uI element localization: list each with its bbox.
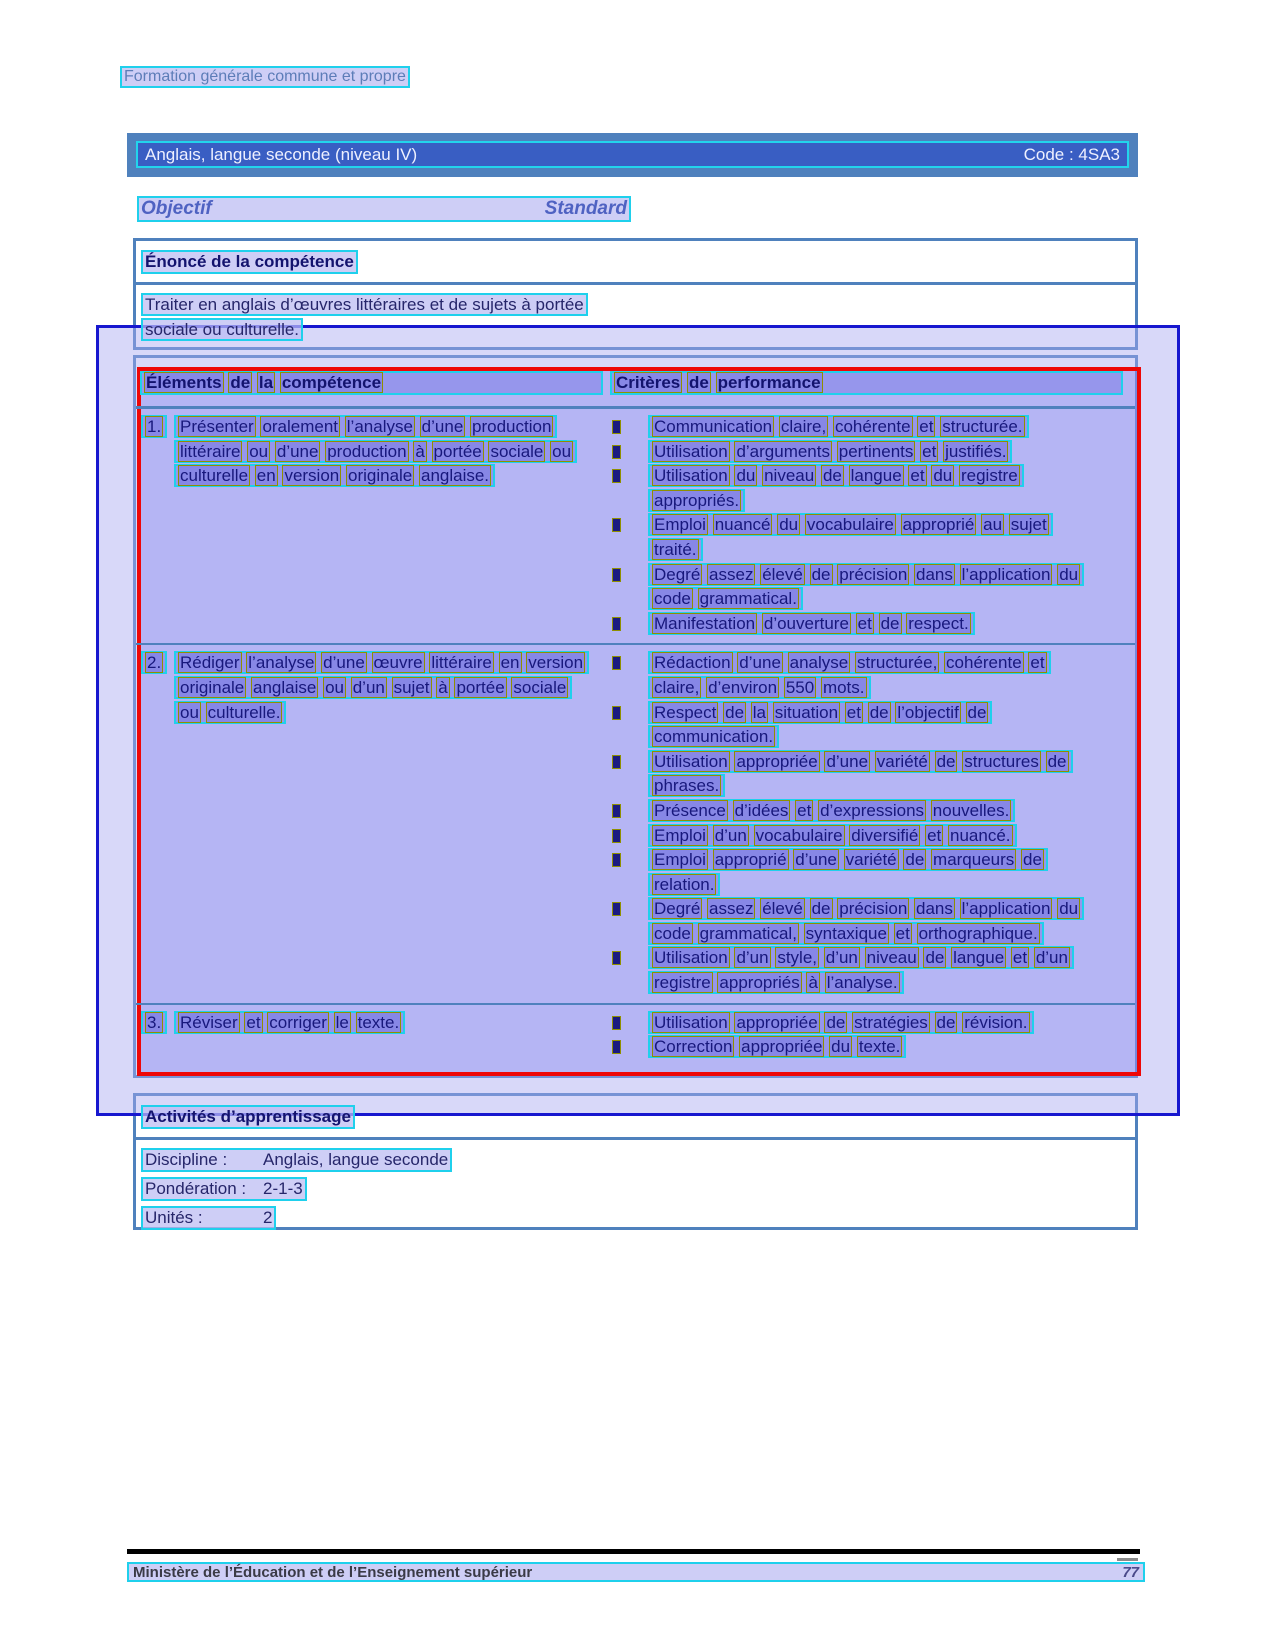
word-box: justifiés. [945,441,1007,461]
word-box: grammatical, [699,923,797,943]
field-label: Pondération : [145,1179,247,1198]
criteria-text [648,563,1090,612]
word-box: sujet [393,677,430,697]
word-box: ou [180,702,199,722]
criteria-text [648,612,1090,637]
word-box: culturelle [180,466,249,486]
word-box: grammatical. [699,589,797,609]
word-box: Utilisation [654,466,728,486]
word-box: élevé [762,899,803,919]
criteria-text [648,799,1090,824]
word-box: Emploi [654,850,706,870]
element-cell [136,1011,606,1060]
bullet-icon [612,946,648,970]
word-box: de [822,466,842,486]
element-text [174,415,586,489]
word-box: situation [774,702,839,722]
word-box: de [826,1012,846,1032]
word-box: l’analyse. [826,973,898,993]
enonce-body [136,285,1135,349]
word-box: à [808,973,818,993]
word-box: dans [916,564,953,584]
word-box: appropriés [719,973,800,993]
word-box: approprié [714,850,787,870]
word-box: l’application [961,899,1051,919]
bullet-icon [612,897,648,921]
word-box: diversifié [851,825,919,845]
bullet-icon [612,612,648,636]
criteria-item [606,799,1135,824]
word-box: marqueurs [933,850,1015,870]
word-box: claire, [780,417,827,436]
word-box: d’un [714,825,747,845]
word-box: Éléments [146,373,222,392]
criteria-text [648,651,1090,700]
word-box: l’application [961,564,1051,584]
word-box: de [925,948,945,968]
word-box: de [1023,850,1042,870]
title-bar-highlight [136,141,1129,168]
word-box: vocabulaire [806,515,894,535]
word-box: texte. [357,1012,400,1032]
word-box: compétence [281,373,382,392]
word-box: code [654,923,691,943]
word-box: du [1059,564,1079,584]
word-box: originale [180,677,245,697]
element-text [174,1011,586,1036]
word-box: originale [347,466,413,486]
word-box: 550 [785,677,815,697]
word-box: élevé [762,564,803,584]
breadcrumb [120,66,410,88]
word-box: 1. [147,417,162,436]
word-box: et [857,613,872,633]
word-box: pertinents [838,441,914,461]
word-box: appropriée [736,751,818,771]
word-box: de [880,613,900,633]
bullet-icon [612,1035,648,1059]
criteria-item [606,750,1135,799]
word-box: Utilisation [654,1012,728,1032]
word-box: et [922,441,937,461]
criteria-item [606,1011,1135,1036]
word-box: Rédaction [654,653,731,673]
word-box: et [797,800,812,820]
breadcrumb-highlight [120,66,410,88]
word-box: en [500,653,520,673]
word-box: ou [325,677,344,697]
word-box: orthographique. [918,923,1038,943]
word-box: l’analyse [248,653,315,673]
word-box: claire, [654,677,700,697]
word-box: d’expressions [820,800,925,820]
word-box: version [284,466,340,486]
word-box: portée [433,441,482,461]
word-box: niveau [866,948,917,968]
word-box: littéraire [180,441,241,461]
footer-ministry: Ministère de l’Éducation et de l’Enseignement supérieur [133,1563,533,1581]
word-box: sociale [490,441,544,461]
word-box: registre [960,466,1018,486]
word-box: à [438,677,448,697]
standard-heading: Standard [544,198,627,219]
word-box: de [1047,751,1067,771]
word-box: sociale [513,677,567,697]
word-box: approprié [902,515,975,535]
word-box: et [895,923,910,943]
bullet-icon [612,701,648,725]
word-box: Correction [654,1037,733,1057]
word-box: d’ouverture [763,613,849,633]
word-box: de [936,751,956,771]
word-box: d’un [825,948,858,968]
criteria-item [606,612,1135,637]
element-number [141,415,174,440]
word-box: anglaise. [420,466,490,486]
element-cell [136,415,606,636]
criteria-item [606,701,1135,750]
breadcrumb-text: Formation générale commune et propre [124,68,406,85]
word-box: d’arguments [736,441,830,461]
word-box: de [689,373,709,392]
criteria-text [648,513,1090,562]
word-box: Présence [654,800,726,820]
word-box: appropriée [741,1037,823,1057]
word-box: traité. [654,539,697,559]
word-box: le [335,1012,349,1032]
word-box: variété [876,751,928,771]
word-box: version [528,653,584,673]
criteria-item [606,651,1135,700]
word-box: structures [964,751,1039,771]
field-label: Discipline : [145,1150,228,1169]
criteria-text [648,897,1090,946]
word-box: d’une [739,653,781,673]
word-box: du [779,515,799,535]
word-box: variété [845,850,897,870]
word-box: communication. [654,727,774,747]
word-box: langue [953,948,1005,968]
field-value: 2 [263,1208,273,1227]
word-box: et [1012,948,1028,968]
activites-field [141,1148,1130,1172]
word-box: de [905,850,925,870]
word-box: oralement [262,417,339,436]
word-box: d’une [421,417,464,436]
word-box: au [983,515,1003,535]
bullet-icon [612,1011,648,1035]
criteria-item [606,440,1135,465]
document-code: Code : 4SA3 [1023,144,1120,164]
objectif-heading: Objectif [141,198,212,219]
element-number [141,651,174,676]
word-box: respect. [908,613,969,633]
title-bar [127,133,1138,177]
word-box: syntaxique [805,923,887,943]
word-box: phrases. [654,776,720,796]
table-rows [136,409,1135,1067]
bullet-icon [612,848,648,872]
footer-page-number: 77 [1122,1563,1139,1581]
bullet-icon [612,799,648,823]
column-headers-strip [137,196,631,222]
word-box: stratégies [854,1012,928,1032]
activites-section [133,1093,1138,1230]
criteria-item [606,513,1135,562]
footer-gray-mark [1117,1558,1138,1561]
word-box: corriger [269,1012,327,1032]
word-box: ou [249,441,269,461]
word-box: de [811,564,831,584]
activites-field [141,1177,1130,1201]
word-box: Utilisation [654,948,728,968]
bullet-icon [612,440,648,464]
word-box: d’une [323,653,365,673]
criteria-text [648,848,1090,897]
table-row [136,409,1135,645]
enonce-section [133,238,1138,350]
word-box: langue [850,466,902,486]
word-box: cohérente [834,417,911,436]
criteria-cell [606,651,1135,995]
word-box: production [472,417,552,436]
criteria-item [606,824,1135,849]
word-box: la [258,373,274,392]
word-box: Degré [654,564,701,584]
criteria-item [606,415,1135,440]
word-box: Manifestation [654,613,756,633]
word-box: précision [839,564,908,584]
footer-rule [127,1549,1140,1554]
word-box: du [831,1037,851,1057]
element-text [174,651,586,725]
word-box: analyse [789,653,849,673]
word-box: Degré [654,899,701,919]
word-box: Présenter [180,417,254,436]
table-header-criteres [610,371,1131,395]
word-box: texte. [858,1037,901,1057]
activites-heading: Activités d’apprentissage [141,1105,355,1129]
word-box: performance [717,373,821,392]
activites-body [136,1140,1135,1243]
word-box: cohérente [946,653,1022,673]
word-box: Communication [654,417,773,436]
word-box: Réviser [180,1012,238,1032]
word-box: Respect [654,702,717,722]
word-box: d’un [736,948,769,968]
element-cell [136,651,606,995]
word-box: de [936,1012,956,1032]
word-box: anglaise [253,677,317,697]
word-box: Utilisation [654,751,728,771]
table-header-elements [140,371,610,395]
table-row [136,1005,1135,1067]
criteria-text [648,415,1090,440]
criteria-text [648,464,1090,513]
word-box: 2. [147,653,162,673]
word-box: d’un [352,677,385,697]
word-box: production [327,441,407,461]
word-box: d’idées [734,800,789,820]
enonce-heading: Énoncé de la compétence [141,250,358,274]
table-row [136,645,1135,1004]
word-box: d’un [1035,948,1068,968]
field-value: 2-1-3 [263,1179,303,1198]
word-box: assez [709,899,754,919]
word-box: du [1059,899,1079,919]
word-box: précision [839,899,908,919]
criteria-item [606,464,1135,513]
word-box: structurée, [856,653,938,673]
word-box: structurée. [942,417,1023,436]
word-box: ou [552,441,572,461]
activites-field [141,1206,1130,1230]
word-box: du [736,466,756,486]
word-box: Utilisation [654,441,728,461]
field-label: Unités : [145,1208,203,1227]
enonce-heading-row [136,241,1135,285]
criteria-text [648,701,1090,750]
criteria-item [606,563,1135,612]
word-box: niveau [764,466,815,486]
word-box: nuancé. [950,825,1011,845]
word-box: nouvelles. [932,800,1010,820]
footer [127,1562,1145,1582]
word-box: code [654,589,691,609]
word-box: d’une [826,751,869,771]
word-box: 3. [147,1012,162,1032]
field-value: Anglais, langue seconde [263,1150,449,1169]
activites-heading-row [136,1096,1135,1140]
word-box: Emploi [654,825,706,845]
word-box: vocabulaire [755,825,843,845]
word-box: l’analyse [346,417,413,436]
word-box: de [811,899,831,919]
word-box: d’environ [708,677,778,697]
criteria-text [648,946,1090,995]
word-box: et [246,1012,261,1032]
word-box: de [725,702,745,722]
bullet-icon [612,464,648,488]
bullet-icon [612,824,648,848]
word-box: sujet [1010,515,1047,535]
word-box: d’une [276,441,319,461]
word-box: appropriés. [654,490,740,510]
bullet-icon [612,563,648,587]
word-box: révision. [964,1012,1028,1032]
document-title: Anglais, langue seconde (niveau IV) [145,144,418,164]
word-box: l’objectif [897,702,959,722]
criteria-text [648,1011,1090,1036]
word-box: registre [654,973,711,993]
bullet-icon [612,651,648,675]
word-box: du [933,466,953,486]
word-box: et [1030,653,1045,673]
word-box: d’une [795,850,837,870]
word-box: assez [709,564,754,584]
word-box: et [927,825,942,845]
criteria-text [648,1035,1090,1060]
word-box: et [910,466,925,486]
bullet-icon [612,415,648,439]
competence-table [133,355,1138,1078]
word-box: littéraire [431,653,492,673]
word-box: de [869,702,889,722]
word-box: de [230,373,251,392]
criteria-text [648,440,1090,465]
word-box: la [752,702,766,722]
criteria-cell [606,415,1135,636]
bullet-icon [612,750,648,774]
criteria-item [606,848,1135,897]
criteria-item [606,897,1135,946]
word-box: et [846,702,861,722]
word-box: mots. [822,677,865,697]
word-box: relation. [654,874,715,894]
bullet-icon [612,513,648,537]
word-box: et [919,417,934,436]
word-box: Emploi [654,515,706,535]
table-header-row [136,358,1135,409]
word-box: nuancé [714,515,771,535]
word-box: appropriée [736,1012,818,1032]
word-box: Rédiger [180,653,240,673]
criteria-item [606,946,1135,995]
word-box: à [415,441,425,461]
word-box: style, [777,948,817,968]
criteria-text [648,750,1090,799]
word-box: portée [456,677,505,697]
word-box: dans [916,899,953,919]
word-box: œuvre [373,653,423,673]
criteria-text [648,824,1090,849]
criteria-item [606,1035,1135,1060]
word-box: culturelle. [207,702,281,722]
word-box: Critères [616,373,681,392]
word-box: en [256,466,276,486]
element-number [141,1011,174,1036]
criteria-cell [606,1011,1135,1060]
word-box: de [967,702,987,722]
enonce-text: Traiter en anglais d’œuvres littéraires et de sujets à portée sociale ou culturelle. [141,293,588,341]
